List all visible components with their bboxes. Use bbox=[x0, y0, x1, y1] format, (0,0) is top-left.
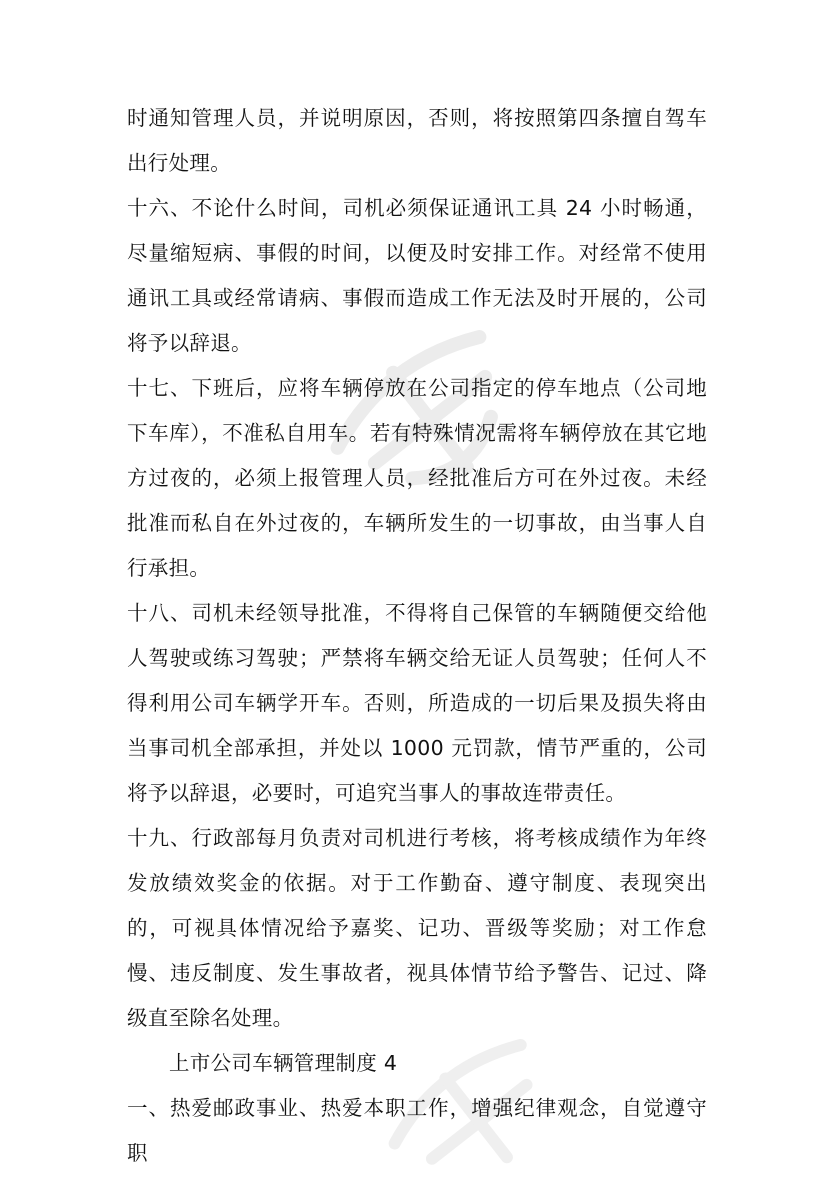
paragraph-item-16: 十六、不论什么时间，司机必须保证通讯工具 24 小时畅通，尽量缩短病、事假的时间，以便及时安排工作。对经常不使用通讯工具或经常请病、事假而造成工作无法及时开展的，公司将予以辞退。 bbox=[127, 196, 707, 355]
paragraph-item-1: 一、热爱邮政事业、热爱本职工作，增强纪律观念，自觉遵守职 bbox=[127, 1096, 707, 1165]
section-heading: 上市公司车辆管理制度 4 bbox=[169, 1051, 398, 1075]
paragraph-item-17: 十七、下班后，应将车辆停放在公司指定的停车地点（公司地下车库），不准私自用车。若有特殊情况需将车辆停放在其它地方过夜的，必须上报管理人员，经批准后方可在外过夜。未经批准而私自在外过夜的，车辆所发生的一切事故，由当事人自行承担。 bbox=[127, 376, 707, 580]
paragraph-continuation: 时通知管理人员，并说明原因，否则，将按照第四条擅自驾车出行处理。 bbox=[127, 106, 707, 175]
document-body bbox=[127, 96, 707, 1176]
paragraph-item-19: 十九、行政部每月负责对司机进行考核，将考核成绩作为年终发放绩效奖金的依据。对于工作勤奋、遵守制度、表现突出的，可视具体情况给予嘉奖、记功、晋级等奖励；对工作怠慢、违反制度、发生事故者，视具体情节给予警告、记过、降级直至除名处理。 bbox=[127, 826, 707, 1030]
paragraph-item-18: 十八、司机未经领导批准，不得将自己保管的车辆随便交给他人驾驶或练习驾驶；严禁将车辆交给无证人员驾驶；任何人不得利用公司车辆学开车。否则，所造成的一切后果及损失将由当事司机全部承担，并处以 1000 元罚款，情节严重的，公司将予以辞退，必要时，可追究当事人的事故连带责任。 bbox=[127, 601, 707, 805]
